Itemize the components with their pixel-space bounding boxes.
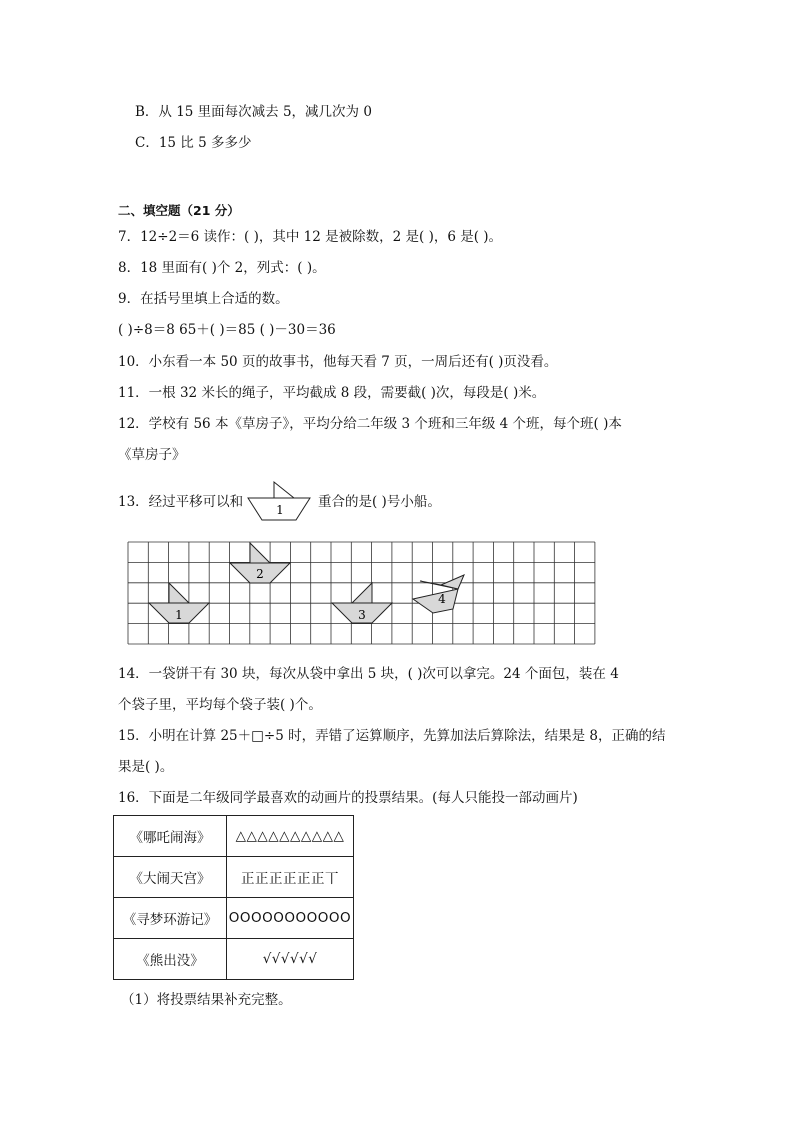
question-14-line2: 个袋子里，平均每个袋子装( )个。 xyxy=(118,697,322,713)
movie-name: 《熊出没》 xyxy=(114,939,227,980)
question-7: 7．12÷2＝6 读作：( )，其中 12 是被除数，2 是( )，6 是( )。 xyxy=(118,229,503,245)
question-13-prefix: 13．经过平移可以和 xyxy=(118,494,244,510)
boat-1-label: 1 xyxy=(175,608,183,622)
question-11: 11．一根 32 米长的绳子，平均截成 8 段，需要截( )次，每段是( )米。 xyxy=(118,385,546,401)
vote-marks: OOOOOOOOOOO xyxy=(227,898,354,939)
boat-4-label: 4 xyxy=(438,592,446,606)
question-8: 8．18 里面有( )个 2，列式：( )。 xyxy=(118,260,326,276)
boat-4-icon xyxy=(413,575,464,613)
boat-3-label: 3 xyxy=(358,608,366,622)
question-12-line1: 12．学校有 56 本《草房子》，平均分给二年级 3 个班和三年级 4 个班，每个班( )本 xyxy=(118,416,622,432)
boat-grid xyxy=(127,541,597,651)
question-10: 10．小东看一本 50 页的故事书，他每天看 7 页，一周后还有( )页没看。 xyxy=(118,354,558,370)
movie-name: 《大闹天宫》 xyxy=(114,857,227,898)
question-13-suffix: 重合的是( )号小船。 xyxy=(318,494,441,510)
question-9-equations: ( )÷8＝8 65＋( )＝85 ( )－30＝36 xyxy=(118,322,336,338)
vote-marks: 正正正正正正丅 xyxy=(227,857,354,898)
vote-table xyxy=(113,815,354,980)
table-row xyxy=(114,939,354,980)
movie-name: 《寻梦环游记》 xyxy=(114,898,227,939)
table-row xyxy=(114,816,354,857)
boat-2-label: 2 xyxy=(256,567,264,581)
question-12-line2: 《草房子》 xyxy=(118,447,186,463)
boat-2-icon xyxy=(230,543,290,583)
boat-3-icon xyxy=(332,583,392,623)
option-b: B．从 15 里面每次减去 5，减几次为 0 xyxy=(135,104,372,120)
question-14-line1: 14．一袋饼干有 30 块，每次从袋中拿出 5 块，( )次可以拿完。24 个面包，装在 4 xyxy=(118,666,619,682)
question-16: 16．下面是二年级同学最喜欢的动画片的投票结果。(每人只能投一部动画片) xyxy=(118,790,578,806)
table-row xyxy=(114,857,354,898)
reference-boat-label: 1 xyxy=(276,503,284,517)
section-title: 二、填空题（21 分） xyxy=(118,203,240,218)
boat-1-icon xyxy=(149,583,209,623)
option-c: C．15 比 5 多多少 xyxy=(135,135,252,151)
vote-marks: △△△△△△△△△△ xyxy=(227,816,354,857)
vote-marks: √√√√√√ xyxy=(227,939,354,980)
table-row xyxy=(114,898,354,939)
question-15-line1: 15．小明在计算 25＋□÷5 时，弄错了运算顺序，先算加法后算除法，结果是 8，正确的结 xyxy=(118,728,666,744)
question-9: 9．在括号里填上合适的数。 xyxy=(118,291,289,307)
reference-boat-icon xyxy=(246,480,312,526)
movie-name: 《哪吒闹海》 xyxy=(114,816,227,857)
question-16-part-1: （1）将投票结果补充完整。 xyxy=(121,992,292,1008)
question-15-line2: 果是( )。 xyxy=(118,759,174,775)
